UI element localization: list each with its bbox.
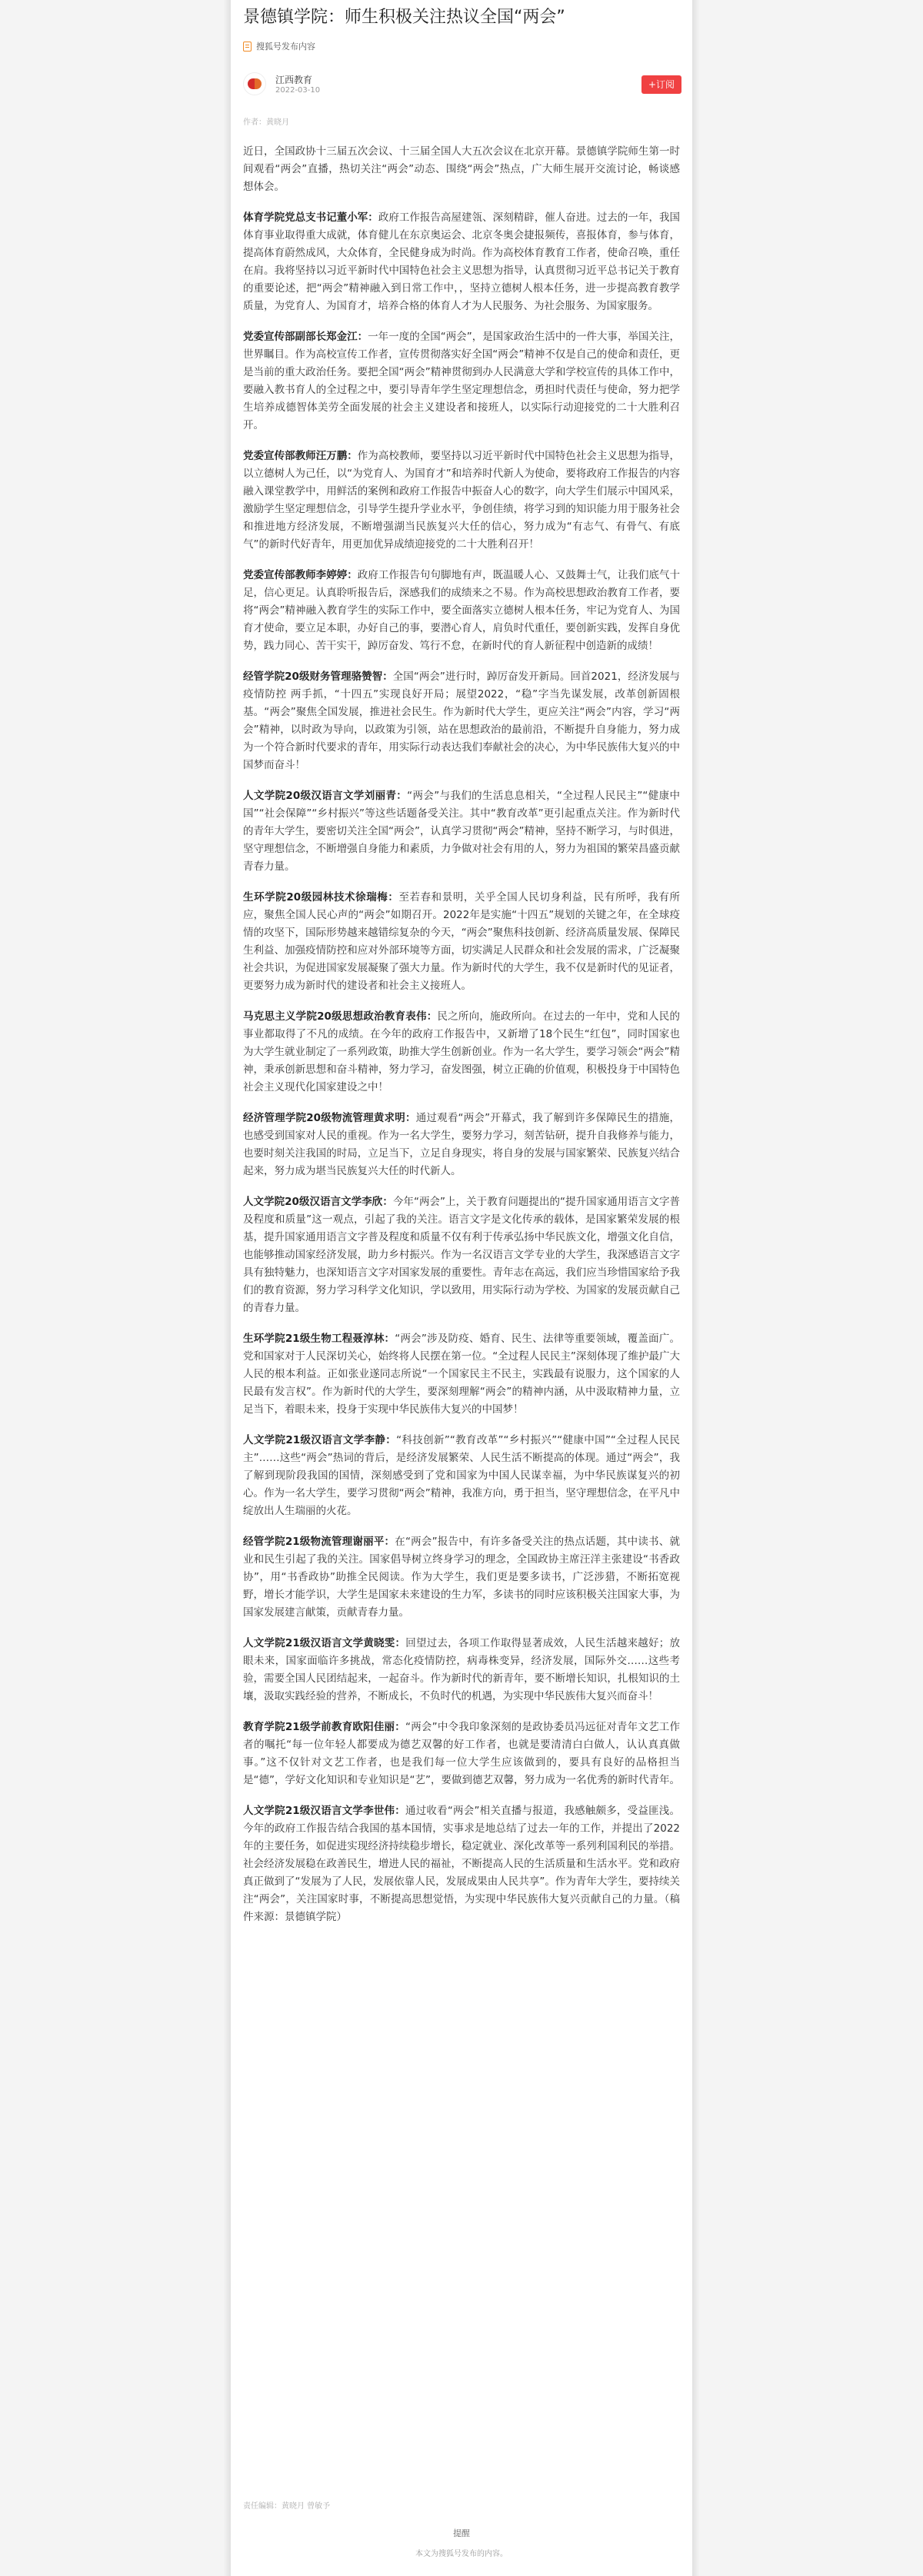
paragraph <box>243 328 680 434</box>
editor-line: 责任编辑：黄晓月 曾敏予 <box>243 2502 331 2511</box>
paragraph-text: 一年一度的全国“两会”，是国家政治生活中的一件大事，举国关注，世界瞩目。作为高校宣传工作者，宣传贯彻落实好全国“两会”精神不仅是自己的使命和责任，更是当前的重大政治任务。要把全国“两会”精神贯彻到办人民满意大学和学校宣传的具体工作中，要融入教书育人的全过程之中，要引导青年学生坚定理想信念，勇担时代责任与使命，努力把学生培养成德智体美劳全面发展的社会主义建设者和接班人，以实际行动迎接党的二十大胜利召开。 <box>243 331 681 431</box>
author-name[interactable]: 江西教育 <box>275 75 313 85</box>
speaker: 人文学院20级汉语言文学刘丽青： <box>243 790 408 802</box>
paragraph-text: 通过观看“两会”开幕式，我了解到许多保障民生的措施，也感受到国家对人民的重视。作为一名大学生，要努力学习，刻苦钻研，提升自我修养与能力，也要时刻关注我国的时局，立足当下，立足自身现实，将自身的发展与国家繁荣、民族复兴结合起来，努力成为堪当民族复兴大任的时代新人。 <box>243 1112 680 1177</box>
speaker: 党委宣传部教师汪万鹏： <box>243 450 358 462</box>
left-shadow <box>223 0 231 2576</box>
speaker: 人文学院21级汉语言文学李世伟： <box>243 1805 405 1817</box>
speaker: 人文学院20级汉语言文学李欣： <box>243 1196 393 1208</box>
logo-icon <box>248 78 262 89</box>
article-body <box>243 143 680 1939</box>
speaker: 经济管理学院20级物流管理黄求明： <box>243 1112 416 1124</box>
paragraph <box>243 1008 680 1097</box>
avatar[interactable] <box>243 72 266 95</box>
speaker: 体育学院党总支书记董小军： <box>243 211 378 224</box>
paragraph-text: 作为高校教师，要坚持以习近平新时代中国特色社会主义思想为指导，以立德树人为己任，以“为党育人、为国育才”和培养时代新人为使命，要将政府工作报告的内容融入课堂教学中，用鲜活的案例和政府工作报告中振奋人心的数字，向大学生们展示中国风采，激励学生坚定理想信念，引导学生提升学业水平，争创佳绩，将学习到的知识能力用于服务社会和推进地方经济发展，不断增强湖当民族复兴大任的信心，努力成为“有志气、有骨气、有底气”的新时代好青年，用更加优异成绩迎接党的二十大胜利召开！ <box>243 450 681 551</box>
paragraph <box>243 889 680 995</box>
paragraph-text: “两会”与我们的生活息息相关，“全过程人民民主”“健康中国”“社会保障”“乡村振兴”等这些话题备受关注。其中“教育改革”更引起重点关注。作为新时代的青年大学生，要密切关注全国“两会”，认真学习贯彻“两会”精神，坚持不断学习，与时俱进，坚守理想信念，不断增强自身能力和素质，力争做对社会有用的人，努力为祖国的繁荣昌盛贡献青春力量。 <box>243 790 680 873</box>
report-link[interactable]: 提醒 <box>453 2528 470 2538</box>
speaker: 马克思主义学院20级思想政治教育表伟： <box>243 1010 438 1023</box>
right-shadow <box>692 0 700 2576</box>
speaker: 党委宣传部教师李婷婷： <box>243 569 358 581</box>
paragraph <box>243 209 680 315</box>
speaker: 生环学院21级生物工程聂淳林： <box>243 1333 395 1345</box>
paragraph-text: 至若春和景明，关乎全国人民切身利益，民有所呼，我有所应，聚焦全国人民心声的“两会”如期召开。2022年是实施“十四五”规划的关键之年，在全球疫情的攻坚下，国际形势越来越错综复杂的今天，“两会”聚焦科技创新、经济高质量发展、保障民生利益、加强疫情防控和应对外部环境等方面，切实满足人民群众和社会发展的需求，广泛凝聚社会共识，为促进国家发展凝聚了强大力量。作为新时代的大学生，我不仅是新时代的见证者，更要努力成为新时代的建设者和社会主义接班人。 <box>243 891 680 992</box>
paragraph <box>243 668 680 774</box>
author-row <box>243 71 681 98</box>
speaker: 经管学院20级财务管理骆赞智： <box>243 671 393 683</box>
source-label: 搜狐号发布内容 <box>256 42 315 52</box>
paragraph-text: “两会”中令我印象深刻的是政协委员冯远征对青年文艺工作者的嘱托“每一位年轻人都要成为德艺双馨的好工作者，也就是要清清白白做人，认认真真做事。”这不仅针对文艺工作者，也是我们每一位大学生应该做到的，要具有良好的品格担当是“德”，学好文化知识和专业知识是“艺”，要做到德艺双馨，努力成为一名优秀的新时代青年。 <box>243 1721 680 1786</box>
article-page <box>231 0 692 2576</box>
paragraph <box>243 1110 680 1180</box>
speaker: 人文学院21级汉语言文学黄晓雯： <box>243 1637 406 1649</box>
speaker: 生环学院20级园林技术徐瑞梅： <box>243 891 399 904</box>
paragraph <box>243 1432 680 1520</box>
paragraph-text: 政府工作报告句句脚地有声，既温暖人心、又鼓舞士气，让我们底气十足，信心更足。认真聆听报告后，深感我们的成绩来之不易。作为高校思想政治教育工作者，要将“两会”精神融入教育学生的实际工作中，要全面落实立德树人根本任务，牢记为党育人、为国育才使命，要立足本职，办好自己的事，要潜心育人，肩负时代重任，要创新实践，发挥自身优势，践力同心、苦干实干，踔厉奋发、笃行不怠，在新时代的育人新征程中创造新的成绩！ <box>243 569 681 652</box>
source-line <box>243 40 315 52</box>
speaker: 教育学院21级学前教育欧阳佳丽： <box>243 1721 405 1733</box>
paragraph <box>243 787 680 876</box>
paragraph-text: 通过收看“两会”相关直播与报道，我感触颇多，受益匪浅。今年的政府工作报告结合我国的基本国情，实事求是地总结了过去一年的工作，并提出了2022年的主要任务，如促进实现经济持续稳步增长，稳定就业、深化改革等一系列利国利民的举措。社会经济发展稳在政善民生，增进人民的福祉，不断提高人民的生活质量和生活水平。党和政府真正做到了“发展为了人民，发展依靠人民，发展成果由人民共享”。作为青年大学生，要持续关注“两会”，关注国家时事，不断提高思想觉悟，为实现中华民族伟大复兴贡献自己的力量。（稿件来源：景德镇学院） <box>243 1805 680 1923</box>
publish-date: 2022-03-10 <box>275 86 321 95</box>
paragraph-text: 民之所向，施政所向。在过去的一年中，党和人民的事业都取得了不凡的成绩。在今年的政府工作报告中，又新增了18个民生“红包”，同时国家也为大学生就业制定了一系列政策，助推大学生创新创业。作为一名大学生，要学习领会“两会”精神，秉承创新思想和奋斗精神，努力学习，奋发图强，树立正确的价值观，积极投身于中国特色社会主义现代化国家建设之中！ <box>243 1010 680 1093</box>
paragraph-text: 政府工作报告高屋建瓴、深刻精辟，催人奋进。过去的一年，我国体育事业取得重大成就，体育健儿在东京奥运会、北京冬奥会捷报频传，喜报体育，参与体育，提高体育蔚然成风，大众体育，全民健身成为时尚。作为高校体育教育工作者，使命召唤，重任在肩。我将坚持以习近平新时代中国特色社会主义思想为指导，认真贯彻习近平总书记关于教育的重要论述，把“两会”精神融入到日常工作中，，坚持立德树人根本任务，进一步提高教育教学质量，为党育人、为国育才，培养合格的体育人才为人民服务、为社会服务、为国家服务。 <box>243 211 681 312</box>
byline: 作者：黄晓月 <box>243 118 289 127</box>
paragraph-text: 全国“两会”进行时，踔厉奋发开新局。回首2021，经济发展与疫情防控 两手抓，“十四五”实现良好开局；展望2022，“稳”字当先谋发展，改革创新固根基。“两会”聚焦全国发展，推进社会民生。作为新时代大学生，更应关注“两会”内容，学习“两会”精神，以时政为导向，以政策为引领，站在思想政治的最前沿，不断提升自身能力，努力成为一个符合新时代要求的青年，用实际行动表达我们奉献社会的决心，为中华民族伟大复兴的中国梦而奋斗！ <box>243 671 680 771</box>
paragraph <box>243 1330 680 1419</box>
paragraph-text: “两会”涉及防疫、婚育、民生、法律等重要领域，覆盖面广。党和国家对于人民深切关心，始终将人民摆在第一位。“全过程人民民主”深刻体现了维护最广大人民的根本利益。正如张业遂同志所说“一个国家民主不民主，实践最有说服力，这个国家的人民最有发言权”。作为新时代的大学生，要深刻理解“两会”的精神内涵，从中汲取精神力量，立足当下，着眼未来，投身于实现中华民族伟大复兴的中国梦！ <box>243 1333 680 1416</box>
speaker: 人文学院21级汉语言文学李静： <box>243 1434 397 1446</box>
subscribe-button[interactable]: +订阅 <box>641 75 681 94</box>
paragraph <box>243 448 680 554</box>
paragraph-text: 今年“两会”上，关于教育问题提出的“提升国家通用语言文字普及程度和质量”这一观点，引起了我的关注。语言文字是文化传承的载体，是国家繁荣发展的根基，提升国家通用语言文字普及程度和质量不仅有利于传承弘扬中华民族文化，增强文化自信，也能够推动国家经济发展，助力乡村振兴。作为一名汉语言文学专业的大学生，我深感语言文字具有独特魅力，也深知语言文字对国家发展的重要性。青年志在高远，我们应当珍惜国家给予我们的教育资源，努力学习科学文化知识，学以致用，用实际行动为学校、为国家的发展贡献自己的青春力量。 <box>243 1196 680 1314</box>
paragraph-text: 回望过去，各项工作取得显著成效，人民生活越来越好；放眼未来，国家面临许多挑战，常态化疫情防控，病毒株变异，经济发展，国际外交……这些考验，需要全国人民团结起来，一起奋斗。作为新时代的新青年，要不断增长知识，扎根知识的土壤，汲取实践经验的营养，不断成长，不负时代的机遇，为实现中华民族伟大复兴而奋斗！ <box>243 1637 681 1702</box>
paragraph <box>243 1193 680 1317</box>
disclaimer: 本文为搜狐号发布的内容。 <box>415 2550 508 2558</box>
paragraph <box>243 1802 680 1926</box>
paragraph <box>243 1719 680 1789</box>
page-title: 景德镇学院：师生积极关注热议全国“两会” <box>243 8 565 27</box>
speaker: 党委宣传部副部长郑金江： <box>243 331 368 343</box>
paragraph-text: “科技创新”“教育改革”“乡村振兴”“健康中国”“全过程人民民主”……这些“两会”热词的背后，是经济发展繁荣、人民生活不断提高的体现。通过“两会”，我了解到现阶段我国的国情，深刻感受到了党和国家为中国人民谋幸福，为中华民族谋复兴的初心。作为一名大学生，要学习贯彻“两会”精神，我准方向，勇于担当，坚守理想信念，在平凡中绽放出人生瑞丽的火花。 <box>243 1434 680 1517</box>
document-icon <box>243 42 252 52</box>
paragraph-text: 在“两会”报告中，有许多备受关注的热点话题，其中读书、就业和民生引起了我的关注。国家倡导树立终身学习的理念，全国政协主席汪洋主张建设“书香政协”，用“书香政协”助推全民阅读。作为大学生，我们更是要多读书，广泛涉猎，不断拓宽视野，增长才能学识，大学生是国家未来建设的生力军，多读书的同时应该积极关注国家大事，为国家发展建言献策，贡献青春力量。 <box>243 1536 680 1619</box>
speaker: 经管学院21级物流管理谢丽平： <box>243 1536 395 1548</box>
paragraph <box>243 1635 680 1706</box>
intro-paragraph: 近日，全国政协十三届五次会议、十三届全国人大五次会议在北京开幕。景德镇学院师生第一时间观看“两会”直播，热切关注“两会”动态、围绕“两会”热点，广大师生展开交流讨论，畅谈感想体会。 <box>243 145 680 193</box>
paragraph <box>243 567 680 655</box>
paragraph <box>243 1533 680 1622</box>
